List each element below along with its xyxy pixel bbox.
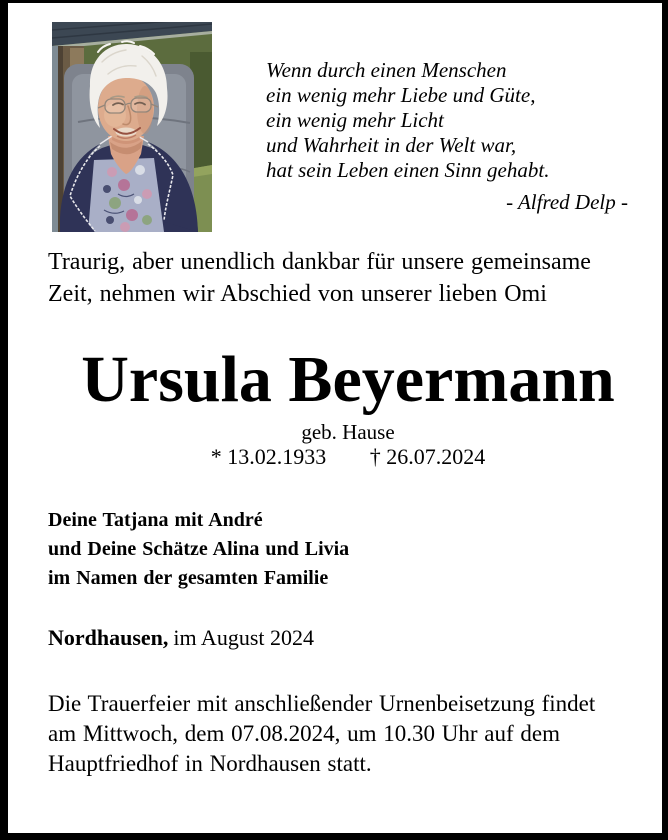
intro-line: Traurig, aber unendlich dankbar für unsere gemeinsame <box>48 249 591 275</box>
family-line: im Namen der gesamten Familie <box>48 567 329 589</box>
portrait-illustration <box>52 22 212 232</box>
page-frame-right <box>662 0 668 840</box>
place-and-date <box>48 625 314 651</box>
quote-attribution: - Alfred Delp - <box>506 190 628 214</box>
death-date: † 26.07.2024 <box>369 444 486 469</box>
quote-line: ein wenig mehr Licht <box>266 108 444 132</box>
date: im August 2024 <box>173 625 314 650</box>
page-frame-top <box>0 0 668 3</box>
intro-text <box>48 246 591 310</box>
life-dates <box>48 444 648 470</box>
quote-line: und Wahrheit in der Welt war, <box>266 133 517 157</box>
page-frame-bottom <box>0 833 668 840</box>
place: Nordhausen, <box>48 625 169 650</box>
intro-line: Zeit, nehmen wir Abschied von unserer lieben Omi <box>48 281 547 307</box>
deceased-name: Ursula Beyermann <box>81 343 615 416</box>
family-line: Deine Tatjana mit André <box>48 509 263 531</box>
page-frame-left <box>0 0 8 840</box>
funeral-line: am Mittwoch, dem 07.08.2024, um 10.30 Uhr auf dem <box>48 721 561 746</box>
family-names <box>48 506 349 593</box>
memorial-quote <box>266 58 630 215</box>
quote-line: hat sein Leben einen Sinn gehabt. <box>266 158 550 182</box>
funeral-line: Hauptfriedhof in Nordhausen statt. <box>48 751 372 776</box>
family-line: und Deine Schätze Alina und Livia <box>48 538 350 560</box>
quote-line: Wenn durch einen Menschen <box>266 58 507 82</box>
quote-line: ein wenig mehr Liebe und Güte, <box>266 83 536 107</box>
funeral-line: Die Trauerfeier mit anschließender Urnenbeisetzung findet <box>48 691 596 716</box>
portrait-photo <box>52 22 212 232</box>
funeral-info <box>48 689 595 779</box>
birth-date: * 13.02.1933 <box>210 444 327 469</box>
maiden-name: geb. Hause <box>301 420 395 444</box>
